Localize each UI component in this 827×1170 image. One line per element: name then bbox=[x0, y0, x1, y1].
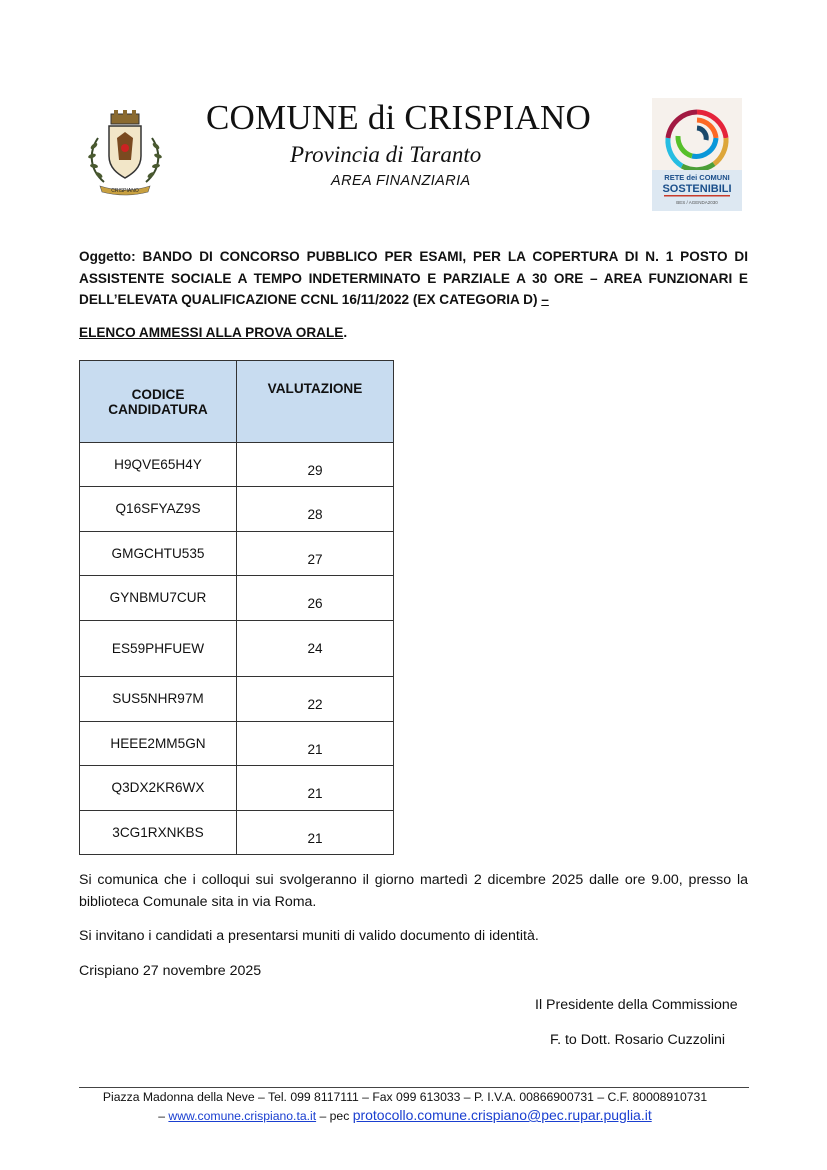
table-row bbox=[80, 443, 394, 487]
admitted-list-title: ELENCO AMMESSI ALLA PROVA ORALE. bbox=[79, 325, 348, 340]
table-header-row bbox=[80, 361, 394, 443]
subject-paragraph bbox=[79, 246, 748, 311]
id-document-notice: Si invitano i candidati a presentarsi muniti di valido documento di identità. bbox=[79, 928, 539, 944]
subject-label: Oggetto: bbox=[79, 249, 136, 264]
footer-contacts: – www.comune.crispiano.ta.it – pec protocollo.comune.crispiano@pec.rupar.puglia.it bbox=[158, 1107, 652, 1123]
signatory-name: F. to Dott. Rosario Cuzzolini bbox=[550, 1032, 726, 1048]
candidate-code: GYNBMU7CUR bbox=[80, 576, 237, 621]
table-row bbox=[80, 487, 394, 532]
candidate-score: 26 bbox=[237, 576, 394, 621]
table-row bbox=[80, 766, 394, 811]
svg-text:CRISPIANO: CRISPIANO bbox=[111, 188, 139, 194]
table-row bbox=[80, 677, 394, 722]
candidate-code: H9QVE65H4Y bbox=[80, 443, 237, 487]
candidate-code: SUS5NHR97M bbox=[80, 677, 237, 722]
candidate-code: 3CG1RXNKBS bbox=[80, 811, 237, 855]
candidate-score: 22 bbox=[237, 677, 394, 722]
column-header-code: CODICE CANDIDATURA bbox=[80, 361, 237, 443]
table-row bbox=[80, 576, 394, 621]
candidate-score: 27 bbox=[237, 532, 394, 576]
subject-dash: – bbox=[541, 292, 549, 307]
svg-text:SOSTENIBILI: SOSTENIBILI bbox=[662, 183, 732, 195]
candidate-code: Q3DX2KR6WX bbox=[80, 766, 237, 811]
footer-divider bbox=[79, 1087, 749, 1088]
municipality-title: COMUNE di CRISPIANO bbox=[206, 98, 591, 137]
interview-notice: Si comunica che i colloqui sui svolgeranno il giorno martedì 2 dicembre 2025 dalle ore 9.00, presso la biblioteca Comunale sita in via Roma. bbox=[79, 872, 748, 910]
candidate-score: 21 bbox=[237, 811, 394, 855]
table-row bbox=[80, 532, 394, 576]
place-date: Crispiano 27 novembre 2025 bbox=[79, 963, 262, 979]
candidate-score: 21 bbox=[237, 722, 394, 766]
candidate-code: ES59PHFUEW bbox=[80, 621, 237, 677]
department-name: AREA FINANZIARIA bbox=[331, 173, 471, 189]
signatory-role: Il Presidente della Commissione bbox=[535, 997, 738, 1013]
admitted-candidates-table bbox=[79, 360, 394, 855]
table-row bbox=[80, 722, 394, 766]
candidate-score: 21 bbox=[237, 766, 394, 811]
svg-text:BES / AGENDA2030: BES / AGENDA2030 bbox=[676, 200, 718, 205]
svg-text:RETE dei COMUNI: RETE dei COMUNI bbox=[664, 173, 730, 182]
table-row bbox=[80, 621, 394, 677]
candidate-code: HEEE2MM5GN bbox=[80, 722, 237, 766]
footer-address: Piazza Madonna della Neve – Tel. 099 8117111 – Fax 099 613033 – P. I.V.A. 00866900731 – C.F. 80008910731 bbox=[102, 1090, 708, 1104]
sustainable-municipalities-logo-icon bbox=[652, 98, 742, 211]
candidate-score: 24 bbox=[237, 621, 394, 677]
province-subtitle: Provincia di Taranto bbox=[290, 142, 482, 167]
candidate-score: 29 bbox=[237, 443, 394, 487]
subject-text: BANDO DI CONCORSO PUBBLICO PER ESAMI, PER LA COPERTURA DI N. 1 POSTO DI ASSISTENTE SOCIALE A TEMPO INDETERMINATO E PARZIALE A 30 ORE – AREA FUNZIONARI E DELL’ELEVATA QUALIFICAZIONE CCNL 16/11/2022 (EX CATEGORIA D) bbox=[79, 249, 748, 307]
website-link[interactable]: www.comune.crispiano.ta.it bbox=[168, 1109, 317, 1123]
candidate-code: GMGCHTU535 bbox=[80, 532, 237, 576]
candidate-code: Q16SFYAZ9S bbox=[80, 487, 237, 532]
pec-email-link[interactable]: protocollo.comune.crispiano@pec.rupar.puglia.it bbox=[352, 1107, 652, 1123]
municipal-crest-icon bbox=[84, 108, 166, 196]
column-header-score: VALUTAZIONE bbox=[237, 361, 394, 443]
table-row bbox=[80, 811, 394, 855]
candidate-score: 28 bbox=[237, 487, 394, 532]
